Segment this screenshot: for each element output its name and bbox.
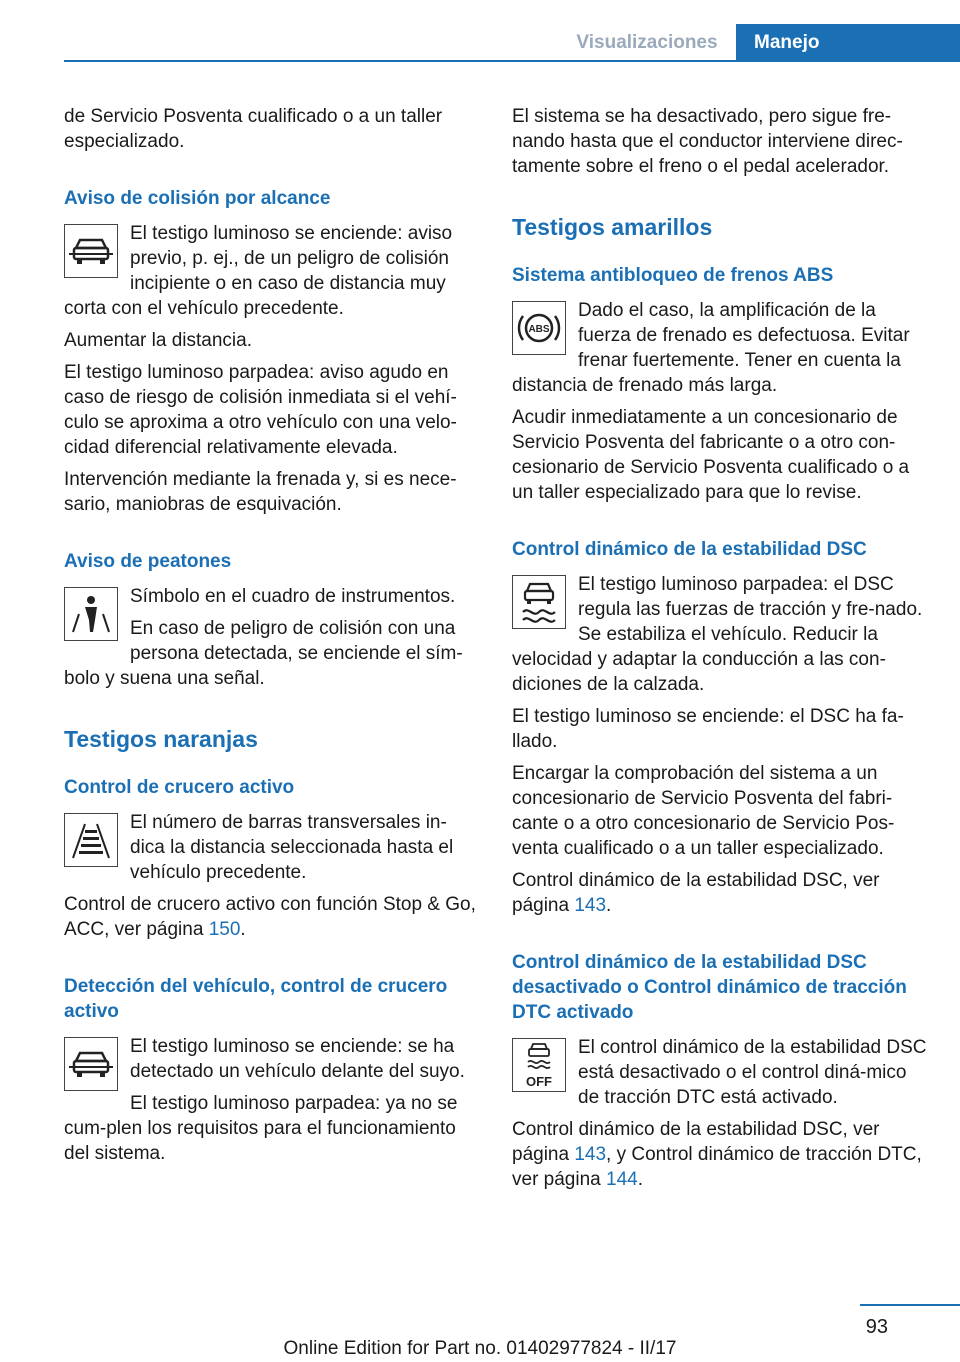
- fcw-p1: El testigo luminoso se enciende: aviso previo, p. ej., de un peligro de colisión incipiente o en caso de distancia muy corta con el vehículo precedente.: [64, 223, 453, 319]
- car-front-icon: [64, 224, 118, 278]
- pedestrian-p1: Símbolo en el cuadro de instrumentos.: [130, 586, 456, 607]
- pedestrian-block: [64, 584, 478, 691]
- section-title-detect: Detección del vehículo, control de crucero activo: [64, 976, 448, 1022]
- dsc-icon: [512, 575, 566, 629]
- page-link-150[interactable]: 150: [208, 919, 241, 940]
- pedestrian-icon: [64, 587, 118, 641]
- abs-p1: Dado el caso, la amplificación de la fuerza de frenado es defectuosa. Evitar frenar fuertemente. Tener en cuenta la distancia de frenado más larga.: [512, 300, 910, 396]
- dsc-p4: Control dinámico de la estabilidad DSC, ver página 143.: [512, 870, 880, 916]
- section-title-orange: Testigos naranjas: [64, 726, 258, 752]
- fcw-p2: Aumentar la distancia.: [64, 330, 252, 351]
- section-title-dsc-off: Control dinámico de la estabilidad DSC desactivado o Control dinámico de tracción DTC activado: [512, 952, 907, 1023]
- section-title-pedestrian: Aviso de peatones: [64, 551, 232, 572]
- dsc-p1: El testigo luminoso parpadea: el DSC regula las fuerzas de tracción y fre-nado. Se estabiliza el vehículo. Reducir la velocidad y adaptar la conducción a las con-diciones de la calzada.: [512, 574, 923, 695]
- detect-block: [64, 1034, 478, 1084]
- distance-bars-icon: [64, 813, 118, 867]
- page-number: 93: [865, 1316, 888, 1338]
- right-column: [512, 104, 928, 1199]
- section-title-acc: Control de crucero activo: [64, 777, 295, 798]
- dsc-off-p2: Control dinámico de la estabilidad DSC, ver página 143, y Control dinámico de tracción DTC, ver página 144.: [512, 1119, 922, 1190]
- abs-p2: Acudir inmediatamente a un concesionario de Servicio Posventa del fabricante o a otro con-cesionario de Servicio Posventa cualificado o a un taller especializado para que lo revise.: [512, 407, 910, 503]
- fcw-p3: El testigo luminoso parpadea: aviso agudo en caso de riesgo de colisión inmediata si el vehí-culo se aproxima a otro vehículo con una velo-cidad diferencial relativamente elevada.: [64, 362, 457, 458]
- tab-visualizaciones[interactable]: Visualizaciones: [576, 32, 718, 53]
- page-link-143b[interactable]: 143: [574, 1144, 607, 1165]
- dsc-p2: El testigo luminoso se enciende: el DSC ha fa-llado.: [512, 706, 904, 752]
- section-title-fcw: Aviso de colisión por alcance: [64, 188, 331, 209]
- page-link-143[interactable]: 143: [574, 895, 607, 916]
- left-column: [64, 104, 478, 1173]
- detect-p2: El testigo luminoso parpadea: ya no se cum-plen los requisitos para el funcionamiento del sistema.: [64, 1093, 458, 1164]
- edition-note: Online Edition for Part no. 01402977824 - II/17: [283, 1338, 677, 1359]
- acc-block: [64, 810, 478, 885]
- dsc-off-block: [512, 1035, 928, 1110]
- left-intro: de Servicio Posventa cualificado o a un taller especializado.: [64, 106, 443, 152]
- abs-block: [512, 298, 928, 398]
- abs-icon: [512, 301, 566, 355]
- dsc-block: [512, 572, 928, 697]
- header-rule: [64, 60, 960, 62]
- fcw-p4: Intervención mediante la frenada y, si es nece-sario, maniobras de esquivación.: [64, 469, 457, 515]
- svg-text:OFF: OFF: [526, 1074, 552, 1089]
- car-front-icon: [64, 1037, 118, 1091]
- right-intro: El sistema se ha desactivado, pero sigue fre-nando hasta que el conductor interviene direc-tamente sobre el freno o el pedal acelerador.: [512, 106, 903, 177]
- page-link-144[interactable]: 144: [606, 1169, 638, 1190]
- fcw-block: [64, 221, 478, 321]
- section-title-abs: Sistema antibloqueo de frenos ABS: [512, 265, 834, 286]
- detect-p1: El testigo luminoso se enciende: se ha detectado un vehículo delante del suyo.: [130, 1036, 465, 1082]
- pedestrian-p2: En caso de peligro de colisión con una persona detectada, se enciende el sím-bolo y suena una señal.: [64, 618, 463, 689]
- svg-text:ABS: ABS: [528, 324, 550, 335]
- acc-p1: El número de barras transversales in-dica la distancia seleccionada hasta el vehículo precedente.: [130, 812, 454, 883]
- dsc-off-p1: El control dinámico de la estabilidad DSC está desactivado o el control diná-mico de tracción DTC está activado.: [578, 1037, 927, 1108]
- section-title-dsc: Control dinámico de la estabilidad DSC: [512, 539, 867, 560]
- tab-manejo[interactable]: Manejo: [736, 24, 960, 62]
- acc-p2: Control de crucero activo con función Stop & Go, ACC, ver página 150.: [64, 894, 476, 940]
- dsc-p3: Encargar la comprobación del sistema a un concesionario de Servicio Posventa del fabri-cante o a otro concesionario de Servicio Pos-venta cualificado o a un taller especializado.: [512, 763, 895, 859]
- dsc-off-icon: [512, 1038, 566, 1092]
- footer-rule: [860, 1304, 960, 1306]
- section-title-yellow: Testigos amarillos: [512, 214, 713, 240]
